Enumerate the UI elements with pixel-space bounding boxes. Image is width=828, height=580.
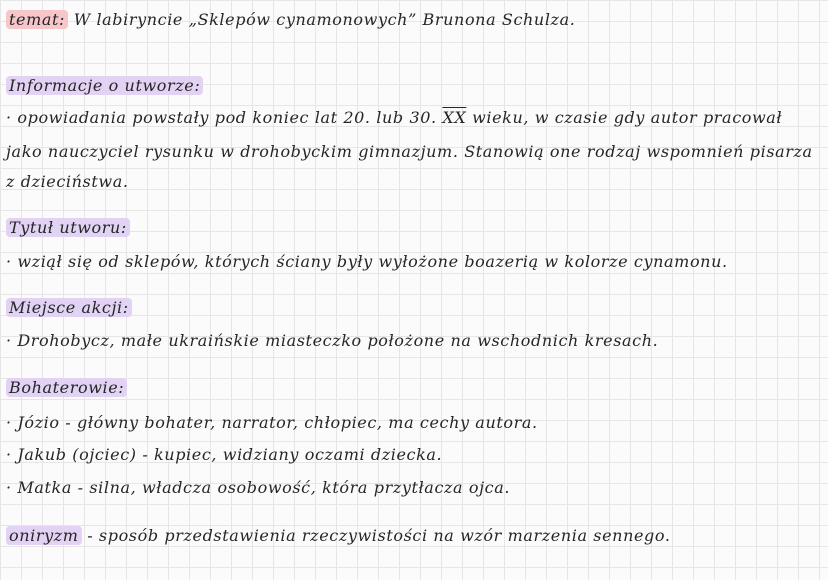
topic-line	[6, 10, 575, 29]
informacje-text-3: jako nauczyciel rysunku w drohobyckim gimnazjum. Stanowią one rodzaj wspomnień pisarza	[6, 142, 813, 161]
informacje-line-3	[6, 172, 129, 191]
topic-label: temat:	[6, 10, 68, 29]
topic-text: W labiryncie „Sklepów cynamonowych” Brunona Schulza.	[73, 10, 576, 29]
miejsce-line	[6, 331, 658, 350]
bohater-item-1	[6, 413, 538, 432]
tytul-heading-line	[6, 218, 130, 237]
informacje-heading-line	[6, 76, 203, 95]
oniryzm-line	[6, 526, 671, 545]
tytul-line	[6, 252, 728, 271]
bohater-item-2	[6, 445, 442, 464]
miejsce-heading-line	[6, 298, 132, 317]
miejsce-heading: Miejsce akcji:	[6, 298, 132, 317]
tytul-heading: Tytuł utworu:	[6, 218, 130, 237]
bohater-text-3: · Matka - silna, władcza osobowość, która przytłacza ojca.	[6, 478, 511, 497]
informacje-line-1	[6, 108, 782, 127]
tytul-text: · wziął się od sklepów, których ściany były wyłożone boazerią w kolorze cynamonu.	[6, 252, 728, 271]
miejsce-text: · Drohobycz, małe ukraińskie miasteczko położone na wschodnich kresach.	[6, 331, 659, 350]
informacje-heading: Informacje o utworze:	[6, 76, 203, 95]
century-numeral: $\overline{XX}$	[442, 108, 467, 127]
bohater-text-1: · Józio - główny bohater, narrator, chłopiec, ma cechy autora.	[6, 413, 538, 432]
informacje-line-2	[6, 142, 813, 161]
oniryzm-term: oniryzm	[6, 526, 82, 545]
informacje-text-4: z dzieciństwa.	[6, 172, 129, 191]
bohater-text-2: · Jakub (ojciec) - kupiec, widziany oczami dziecka.	[6, 445, 443, 464]
informacje-text-1: · opowiadania powstały pod koniec lat 20. lub 30.	[6, 108, 437, 127]
informacje-text-2: wieku, w czasie gdy autor pracował	[472, 108, 783, 127]
oniryzm-definition: - sposób przedstawienia rzeczywistości na wzór marzenia sennego.	[87, 526, 671, 545]
bohaterowie-heading-line	[6, 378, 127, 397]
bohaterowie-heading: Bohaterowie:	[6, 378, 127, 397]
bohater-item-3	[6, 478, 510, 497]
